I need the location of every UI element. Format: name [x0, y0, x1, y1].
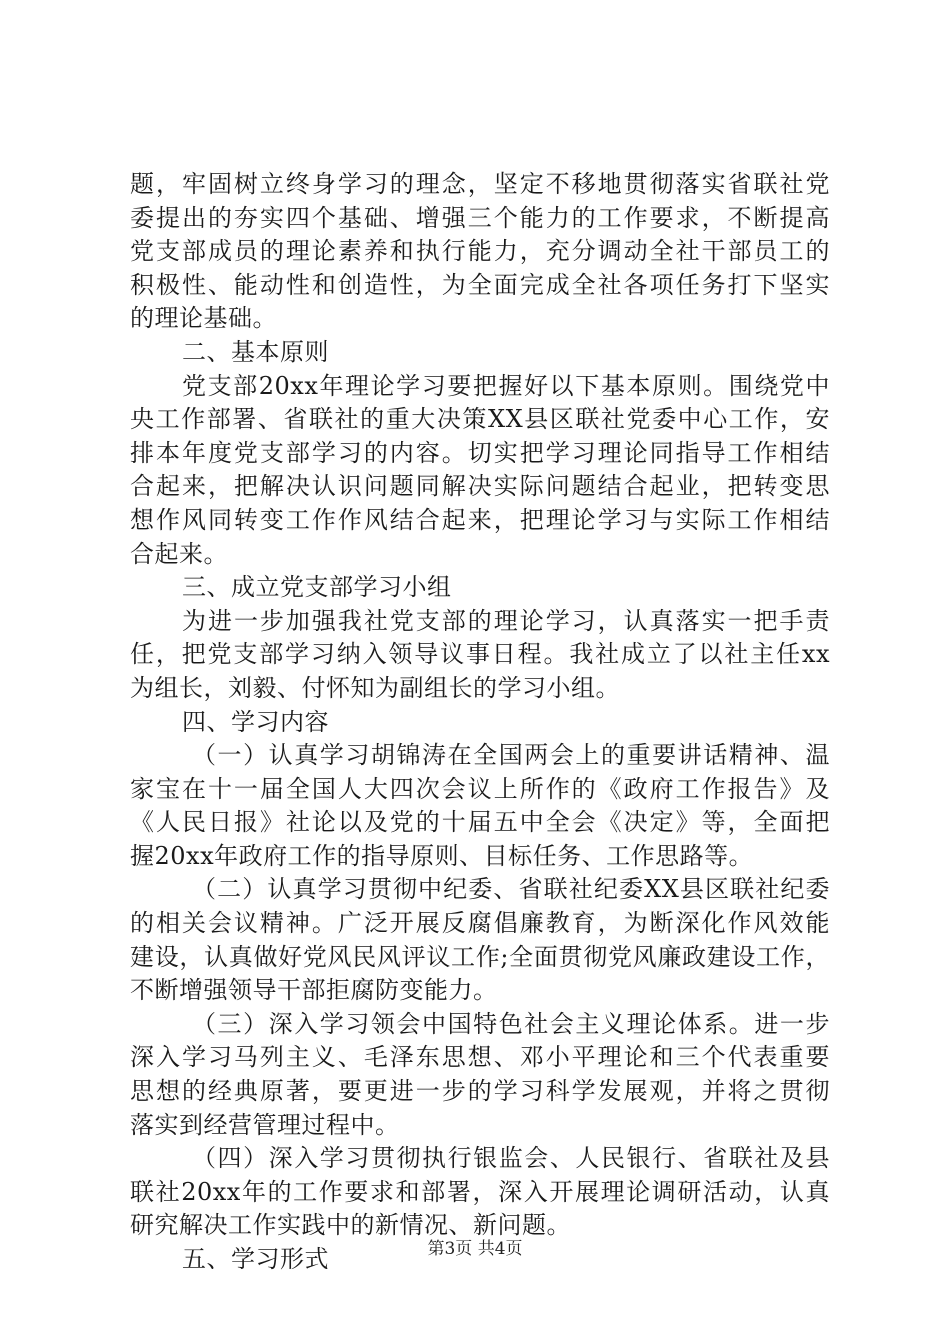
text-line: 研究解决工作实践中的新情况、新问题。 — [130, 1211, 571, 1240]
text-line: 党支部20xx年理论学习要把握好以下基本原则。围绕党中 — [182, 371, 830, 400]
text-line: 握20xx年政府工作的指导原则、目标任务、工作思路等。 — [130, 841, 754, 870]
section-heading: 五、学习形式 — [182, 1245, 329, 1273]
text-line: 的理论基础。 — [130, 304, 277, 333]
text-line: 建设，认真做好党风民风评议工作;全面贯彻党风廉政建设工作， — [130, 942, 830, 971]
text-line: 合起来。 — [130, 539, 228, 568]
text-line: 题，牢固树立终身学习的理念，坚定不移地贯彻落实省联社党 — [130, 170, 830, 198]
text-line: 为组长，刘毅、付怀知为副组长的学习小组。 — [130, 673, 620, 702]
text-line: （二）认真学习贯彻中纪委、省联社纪委XX县区联社纪委 — [192, 875, 830, 904]
text-line: 不断增强领导干部拒腐防变能力。 — [130, 976, 498, 1005]
text-line: （四）深入学习贯彻执行银监会、人民银行、省联社及县 — [192, 1144, 830, 1173]
text-line: 联社20xx年的工作要求和部署，深入开展理论调研活动，认真 — [130, 1177, 830, 1206]
text-line: 积极性、能动性和创造性，为全面完成全社各项任务打下坚实 — [130, 270, 830, 299]
document-body — [130, 168, 830, 1277]
text-line: 合起来，把解决认识问题同解决实际问题结合起业，把转变思 — [130, 472, 830, 501]
section-heading: 四、学习内容 — [182, 707, 329, 736]
text-line: 思想的经典原著，要更进一步的学习科学发展观，并将之贯彻 — [130, 1077, 830, 1106]
text-line: 央工作部署、省联社的重大决策XX县区联社党委中心工作，安 — [130, 405, 830, 434]
section-heading: 三、成立党支部学习小组 — [182, 573, 452, 602]
page-number-footer: 第3页 共4页 — [427, 1239, 523, 1259]
text-line: 《人民日报》社论以及党的十届五中全会《决定》等，全面把 — [130, 808, 830, 837]
text-line: 党支部成员的理论素养和执行能力，充分调动全社干部员工的 — [130, 237, 830, 266]
text-line: 委提出的夯实四个基础、增强三个能力的工作要求，不断提高 — [130, 203, 830, 232]
text-line: 深入学习马列主义、毛泽东思想、邓小平理论和三个代表重要 — [130, 1043, 830, 1072]
text-line: 为进一步加强我社党支部的理论学习，认真落实一把手责 — [182, 606, 830, 635]
section-heading: 二、基本原则 — [182, 337, 329, 366]
text-line: 的相关会议精神。广泛开展反腐倡廉教育，为断深化作风效能 — [130, 909, 830, 938]
text-line: 落实到经营管理过程中。 — [130, 1110, 400, 1139]
text-line: 家宝在十一届全国人大四次会议上所作的《政府工作报告》及 — [130, 774, 830, 803]
text-line: 排本年度党支部学习的内容。切实把学习理论同指导工作相结 — [130, 438, 830, 467]
text-line: （三）深入学习领会中国特色社会主义理论体系。进一步 — [192, 1009, 830, 1038]
text-line: 想作风同转变工作作风结合起来，把理论学习与实际工作相结 — [130, 505, 830, 534]
text-line: （一）认真学习胡锦涛在全国两会上的重要讲话精神、温 — [192, 741, 830, 770]
text-line: 任，把党支部学习纳入领导议事日程。我社成立了以社主任xx — [130, 640, 830, 669]
